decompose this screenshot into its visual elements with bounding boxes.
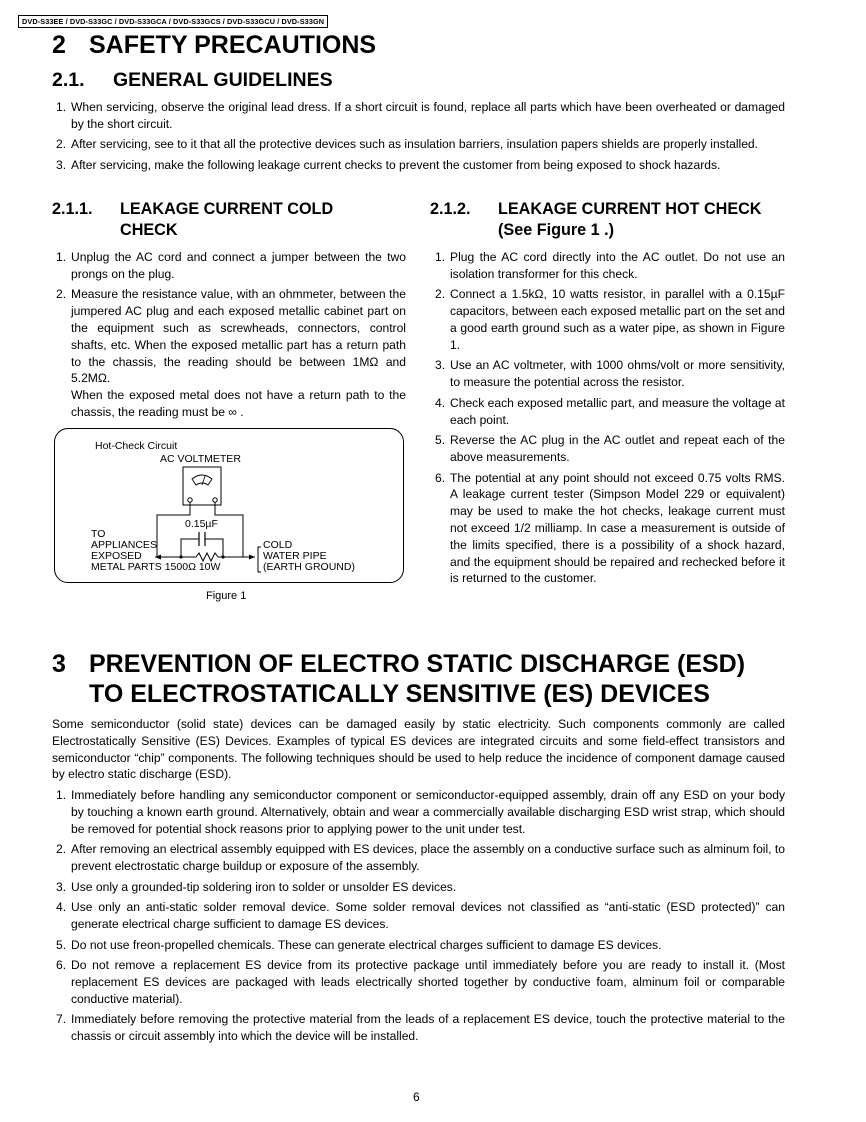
cold-check-heading [52, 199, 412, 241]
item-text: Use only a grounded-tip soldering iron to solder or unsolder ES devices. [71, 879, 457, 894]
meter-terminal-right [213, 498, 217, 502]
label-earth-ground: (EARTH GROUND) [263, 561, 355, 573]
general-guidelines-list [52, 99, 785, 178]
esd-techniques-list [52, 787, 785, 1049]
list-item [431, 249, 785, 283]
item-text: Plug the AC cord directly into the AC outlet. Do not use an isolation transformer for this check. [450, 250, 785, 281]
label-appliances: APPLIANCES [91, 539, 157, 551]
list-item [52, 899, 785, 933]
item-text: Immediately before removing the protective material from the leads of a replacement ES device, touch the protective material to the chassis or circuit assembly into which the device will be installed. [71, 1012, 785, 1044]
label-cold: COLD [263, 539, 293, 551]
meter-dial-icon [192, 475, 212, 485]
resistor-icon [196, 553, 218, 561]
hot-check-list [431, 249, 785, 591]
subsection-title-line1: LEAKAGE CURRENT COLD [120, 200, 334, 218]
left-arrow-icon [155, 555, 161, 560]
list-item [431, 357, 785, 391]
item-text: Unplug the AC cord and connect a jumper between the two prongs on the plug. [71, 250, 406, 281]
item-text: Use an AC voltmeter, with 1000 ohms/volt or more sensitivity, to measure the potential across the resistor. [450, 358, 785, 390]
right-arrow-icon [249, 555, 255, 560]
item-text: After servicing, see to it that all the protective devices such as insulation barriers, insulation papers shields are properly installed. [71, 137, 759, 152]
subsection-title-line2: (See Figure 1 .) [498, 221, 615, 239]
item-number: 2. [435, 287, 446, 302]
list-item [52, 136, 785, 153]
subsection-title-line1: LEAKAGE CURRENT HOT CHECK [498, 200, 762, 218]
item-text: When servicing, observe the original lead dress. If a short circuit is found, replace all parts which have been overheated or damaged by the short circuit. [71, 100, 785, 131]
section-number: 2 [52, 31, 66, 59]
section-2-heading [52, 30, 452, 60]
item-number: 1. [56, 788, 67, 802]
list-item [52, 879, 785, 896]
subsection-number: 2.1.1. [52, 200, 93, 218]
list-item [52, 841, 785, 875]
list-item [52, 787, 785, 837]
hot-check-circuit-figure [54, 428, 404, 583]
circuit-title: Hot-Check Circuit [95, 440, 178, 452]
page-number: 6 [413, 1090, 420, 1104]
list-item [52, 157, 785, 174]
list-item [431, 470, 785, 588]
section-title-line1: PREVENTION OF ELECTRO STATIC DISCHARGE (ESD) [89, 650, 746, 678]
item-number: 5. [435, 433, 446, 448]
item-number: 6. [56, 958, 67, 973]
item-text: Connect a 1.5kΩ, 10 watts resistor, in parallel with a 0.15µF capacitors, between each exposed metallic part on the set and a good earth ground such as a water pipe, as shown in Figure 1. [450, 287, 785, 352]
section-3-heading [52, 649, 812, 711]
list-item [52, 249, 406, 283]
figure-caption: Figure 1 [206, 590, 247, 602]
item-number: 4. [435, 395, 446, 410]
list-item [52, 1011, 785, 1045]
subsection-number: 2.1. [52, 69, 85, 91]
item-text: Do not remove a replacement ES device from its protective package until immediately before you are ready to install it. (Most replacement ES devices are packaged with leads electrically shorted together by conductive foam, alminum foil or comparable conductive material). [71, 958, 785, 1006]
item-text: Use only an anti-static solder removal device. Some solder removal devices not classified as “anti-static (ESD protected)” can generate electrical charge sufficient to damage ES devices. [71, 900, 785, 931]
list-item [431, 432, 785, 466]
item-number: 1. [435, 250, 446, 264]
section-number: 3 [52, 650, 66, 678]
section-title-line2: TO ELECTROSTATICALLY SENSITIVE (ES) DEVICES [89, 680, 710, 708]
item-number: 3. [56, 157, 67, 172]
voltmeter-label: AC VOLTMETER [160, 453, 241, 465]
meter-terminal-left [188, 498, 192, 502]
item-number: 6. [435, 470, 446, 485]
right-lead [215, 502, 243, 557]
subsection-title: GENERAL GUIDELINES [113, 69, 333, 91]
list-item [52, 937, 785, 954]
subsection-title-line2: CHECK [120, 221, 178, 239]
cold-check-list [52, 249, 406, 425]
item-text: Reverse the AC plug in the AC outlet and repeat each of the above measurements. [450, 433, 785, 464]
item-text: Immediately before handling any semiconductor component or semiconductor-equipped assembly, drain off any ESD on your body by touching a known earth ground. Alternatively, obtain and wear a commercially available discharging ESD wrist strap, which should be removed for potential shock reasons prior to applying power to the unit under test. [71, 788, 785, 836]
list-item [52, 286, 406, 420]
list-item [52, 957, 785, 1007]
capacitor-label: 0.15µF [185, 518, 218, 530]
item-number: 2. [56, 287, 67, 302]
item-number: 4. [56, 900, 67, 915]
label-water-pipe: WATER PIPE [263, 550, 327, 562]
section-title: SAFETY PRECAUTIONS [89, 31, 377, 59]
subsection-2-1-heading [52, 69, 333, 92]
item-text: After servicing, make the following leakage current checks to prevent the customer from being exposed to shock hazards. [71, 157, 721, 172]
label-to: TO [91, 528, 106, 540]
voltmeter-box [183, 467, 221, 505]
item-number: 7. [56, 1012, 67, 1027]
list-item [431, 286, 785, 353]
item-number: 5. [56, 937, 67, 952]
subsection-number: 2.1.2. [430, 200, 471, 218]
item-number: 2. [56, 842, 67, 857]
item-text: After removing an electrical assembly equipped with ES devices, place the assembly on a conductive surface such as alminum foil, to prevent electrostatic charge buildup or exposure of the assembly. [71, 842, 785, 873]
list-item [52, 99, 785, 133]
label-exposed: EXPOSED [91, 550, 142, 562]
item-extra-text: When the exposed metal does not have a return path to the chassis, the reading must be ∞ . [71, 388, 406, 419]
item-text: The potential at any point should not exceed 0.75 volts RMS. A leakage current tester (Simpson Model 229 or equivalent) may be used to make the hot checks, leakage current must not exceed 1/2 milliamp. In case a measurement is outside of the limits specified, there is a possibility of a shock hazard, and the equipment should be repaired and rechecked before it is returned to the customer. [450, 470, 785, 586]
circuit-diagram [55, 429, 403, 582]
model-list-header: DVD-S33EE / DVD-S33GC / DVD-S33GCA / DVD-S33GCS / DVD-S33GCU / DVD-S33GN [18, 15, 328, 28]
label-metal-parts: METAL PARTS 1500Ω 10W [91, 561, 221, 573]
item-text: Do not use freon-propelled chemicals. These can generate electrical charges sufficient to damage ES devices. [71, 937, 662, 952]
water-pipe-bracket [258, 547, 261, 572]
esd-intro-paragraph: Some semiconductor (solid state) devices can be damaged easily by static electricity. Such components commonly are called Electrostatically Sensitive (ES) Devices. Examples of typical ES devices are integrated circuits and some field-effect transistors and semiconductor “chip” components. The following techniques should be used to help reduce the incidence of component damage caused by electro static discharge (ESD). [52, 717, 785, 782]
item-number: 1. [56, 100, 67, 114]
item-number: 2. [56, 137, 67, 152]
item-number: 3. [435, 358, 446, 373]
hot-check-heading [430, 199, 790, 241]
item-number: 1. [56, 250, 67, 264]
item-text: Check each exposed metallic part, and measure the voltage at each point. [450, 395, 785, 427]
item-number: 3. [56, 879, 67, 894]
list-item [431, 395, 785, 429]
item-text: Measure the resistance value, with an ohmmeter, between the jumpered AC plug and each exposed metallic cabinet part on the equipment such as screwheads, connectors, control shafts, etc. When the exposed metallic part has a return path to the chassis, the reading should be between 1MΩ and 5.2MΩ. [71, 287, 406, 386]
